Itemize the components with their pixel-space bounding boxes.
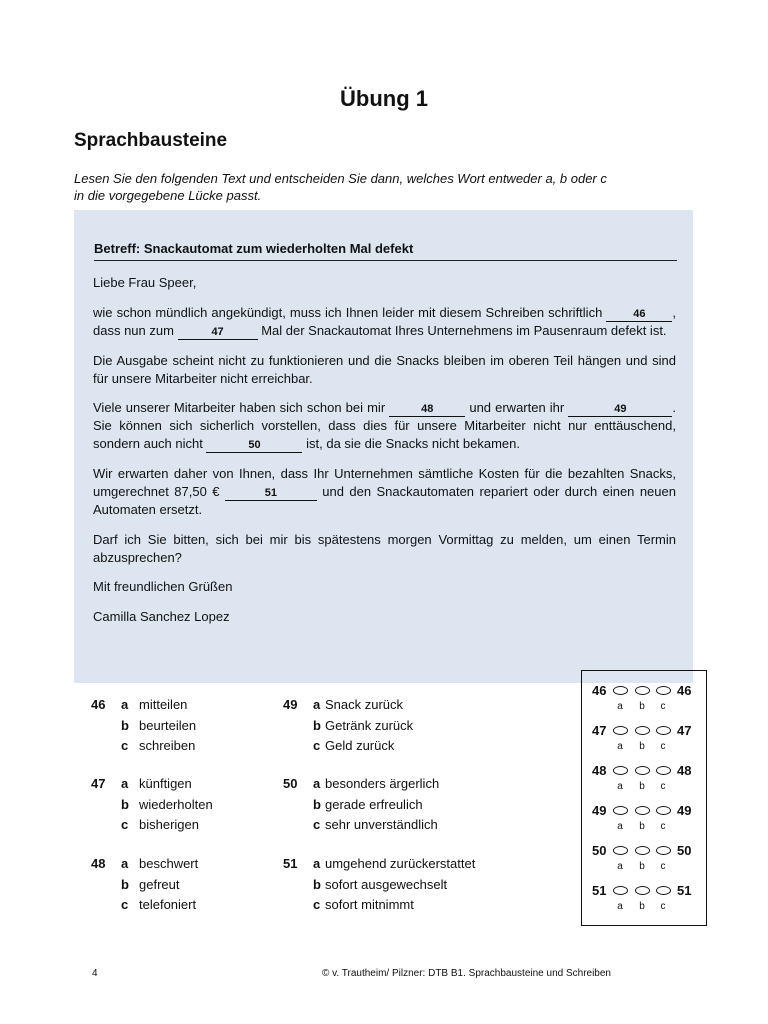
option-text: gerade erfreulich [325,796,423,812]
bubble-label: c [660,861,666,872]
question-50 [283,774,439,836]
option-letter: c [121,738,129,753]
gap-46: 46 [606,308,672,322]
letter-text: Viele unserer Mitarbeiter haben sich schon bei mir [93,400,386,416]
option-letter: b [313,717,321,733]
bubble-label: a [617,741,623,752]
option-text: schreiben [139,738,196,753]
answer-row-50 [582,831,708,871]
letter-paragraph [93,304,676,340]
question-48 [91,854,198,916]
answer-bubble-a[interactable] [613,686,628,695]
gap-48: 48 [389,403,465,417]
answer-bubble-b[interactable] [635,886,650,895]
bubble-label: c [660,821,666,832]
bubble-label: b [639,901,645,912]
option-letter: a [121,856,129,871]
page-number: 4 [92,968,98,979]
question-51 [283,854,475,916]
letter-subject: Betreff: Snackautomat zum wiederholten Mal defekt [94,241,677,261]
bubble-label: b [639,821,645,832]
answer-number: 51 [592,883,607,898]
instruction-line: Lesen Sie den folgenden Text und entscheiden Sie dann, welches Wort entweder a, b oder c [74,171,607,186]
answer-row-49 [582,791,708,831]
answer-number: 51 [677,883,692,898]
bubble-label: b [639,781,645,792]
bubble-label: a [617,861,623,872]
option-letter: c [313,817,321,832]
answer-row-48 [582,751,708,791]
option-letter: a [121,697,129,712]
bubble-label: c [660,781,666,792]
option-letter: a [313,856,321,871]
letter-text: ist, da sie die Snacks nicht bekamen. [306,436,520,452]
option-letter: c [121,817,129,832]
letter-panel [74,210,693,683]
option-text: sofort mitnimmt [325,897,414,912]
option-text: telefoniert [139,897,197,912]
answer-number: 47 [677,723,692,738]
option-text: beschwert [139,856,199,871]
section-heading: Sprachbausteine [74,130,228,151]
option-text: sehr unverständlich [325,817,438,832]
answer-bubble-a[interactable] [613,846,628,855]
copyright-notice: © v. Trautheim/ Pilzner: DTB B1. Sprachbausteine und Schreiben [322,968,611,979]
letter-text: Wir erwarten daher von Ihnen, dass Ihr Unternehmen sämtliche Kosten für die bezahlten Snacks, umgerechnet 87,50 € [93,466,676,499]
question-46 [91,695,196,757]
bubble-label: a [617,701,623,712]
option-letter: b [313,796,321,812]
answer-number: 47 [592,723,607,738]
bubble-label: c [660,701,666,712]
option-text: umgehend zurückerstattet [325,856,476,871]
answer-number: 50 [592,843,607,858]
option-text: Geld zurück [325,738,395,753]
letter-paragraph [93,465,676,519]
option-letter: c [313,897,321,912]
answer-sheet [581,670,707,926]
bubble-label: b [639,861,645,872]
letter-text: , dass nun zum [93,304,676,338]
page-title: Übung 1 [340,86,428,111]
gap-50: 50 [206,439,302,453]
letter-text: . Sie können sich sicherlich vorstellen, dass dies für unsere Mitarbeiter nicht nur enttäuschend, sondern auch nicht [93,400,676,452]
bubble-label: a [617,901,623,912]
option-letter: a [121,776,129,791]
letter-signature: Camilla Sanchez Lopez [93,609,230,625]
gap-49: 49 [568,403,672,417]
letter-body [93,274,676,638]
answer-number: 48 [677,763,692,778]
answer-bubble-c[interactable] [656,846,671,855]
option-letter: a [313,776,321,791]
question-number: 49 [283,697,298,712]
answer-bubble-c[interactable] [656,766,671,775]
option-letter: b [121,796,129,812]
option-text: bisherigen [139,817,199,832]
question-49 [283,695,413,757]
option-letter: b [121,876,129,892]
option-text: gefreut [139,876,180,892]
question-47 [91,774,213,836]
option-text: besonders ärgerlich [325,776,440,791]
question-number: 51 [283,856,298,871]
letter-paragraph [93,399,676,453]
gap-51: 51 [225,487,317,501]
answer-number: 50 [677,843,692,858]
answer-row-46 [582,671,708,711]
question-number: 46 [91,697,106,712]
question-number: 47 [91,776,106,791]
bubble-label: a [617,821,623,832]
letter-text: und erwarten ihr [469,400,565,416]
bubble-label: b [639,701,645,712]
answer-bubble-c[interactable] [656,886,671,895]
option-text: künftigen [139,776,192,791]
gap-47: 47 [178,326,258,340]
option-text: sofort ausgewechselt [325,876,448,892]
letter-text: Mal der Snackautomat Ihres Unternehmens im Pausenraum defekt ist. [261,322,667,338]
answer-bubble-c[interactable] [656,806,671,815]
answer-row-47 [582,711,708,751]
option-letter: c [121,897,129,912]
bubble-label: c [660,741,666,752]
letter-paragraph: Darf ich Sie bitten, sich bei mir bis spätestens morgen Vormittag zu melden, um einen Termin abzusprechen? [93,531,676,565]
answer-bubble-a[interactable] [613,766,628,775]
question-number: 50 [283,776,298,791]
option-letter: b [313,876,321,892]
answer-bubble-a[interactable] [613,886,628,895]
answer-bubble-b[interactable] [635,806,650,815]
answer-number: 49 [592,803,607,818]
option-text: beurteilen [139,717,197,733]
option-text: Getränk zurück [325,717,414,733]
answer-bubble-b[interactable] [635,686,650,695]
answer-bubble-b[interactable] [635,726,650,735]
letter-greeting: Liebe Frau Speer, [93,275,197,290]
option-letter: c [313,738,321,753]
option-text: wiederholten [139,796,213,812]
answer-bubble-a[interactable] [613,806,628,815]
letter-closing: Mit freundlichen Grüßen [93,579,233,595]
answer-bubble-b[interactable] [635,846,650,855]
instruction-line: in die vorgegebene Lücke passt. [74,188,262,203]
letter-text: und den Snackautomaten repariert oder durch einen neuen Automaten ersetzt. [93,483,676,517]
answer-number: 46 [592,683,607,698]
answer-bubble-c[interactable] [656,686,671,695]
option-text: mitteilen [139,697,188,712]
bubble-label: b [639,741,645,752]
answer-bubble-a[interactable] [613,726,628,735]
option-letter: b [121,717,129,733]
bubble-label: a [617,781,623,792]
question-number: 48 [91,856,106,871]
letter-text: wie schon mündlich angekündigt, muss ich Ihnen leider mit diesem Schreiben schriftlich [93,304,603,320]
option-text: Snack zurück [325,697,404,712]
answer-number: 46 [677,683,692,698]
instructions [74,170,684,204]
answer-row-51 [582,871,708,911]
option-letter: a [313,697,321,712]
letter-paragraph: Die Ausgabe scheint nicht zu funktionieren und die Snacks bleiben im oberen Teil hängen und sind für unsere Mitarbeiter nicht erreichbar. [93,352,676,386]
answer-bubble-c[interactable] [656,726,671,735]
answer-number: 48 [592,763,607,778]
answer-number: 49 [677,803,692,818]
bubble-label: c [660,901,666,912]
answer-bubble-b[interactable] [635,766,650,775]
